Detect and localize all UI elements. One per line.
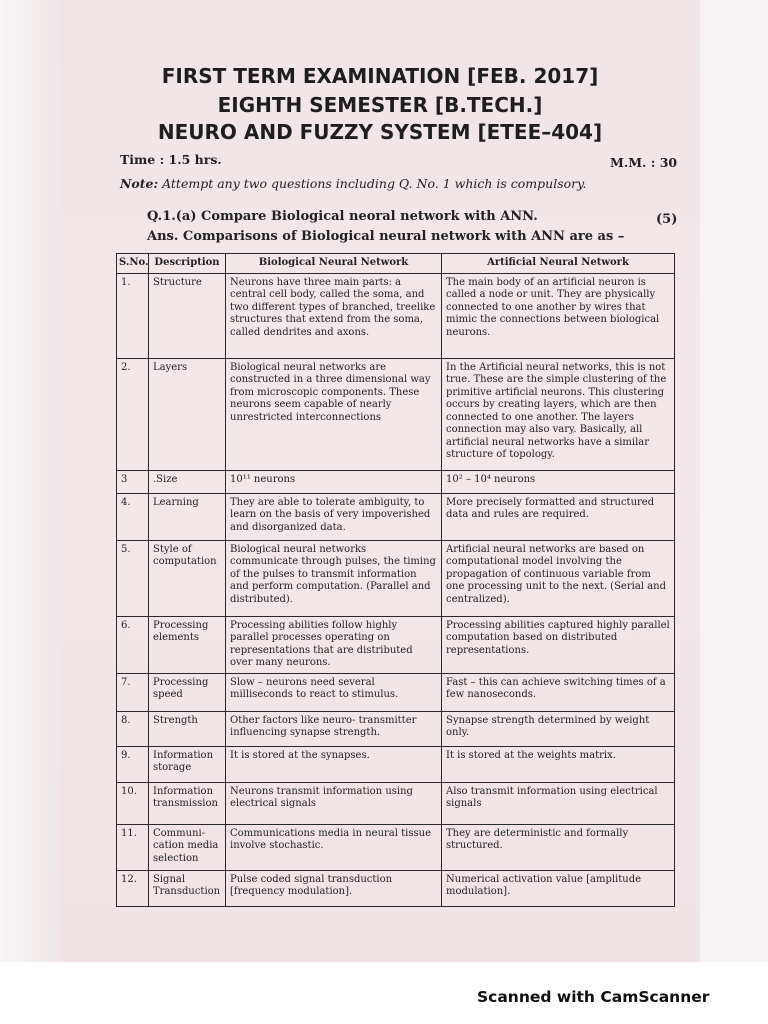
question-text: Q.1.(a) Compare Biological neoral network with ANN.	[147, 209, 538, 224]
exam-title: FIRST TERM EXAMINATION [FEB. 2017]	[161, 64, 599, 88]
cell-biological: They are able to tolerate ambiguity, to learn on the basis of very impoverished and disorganized data.	[226, 493, 442, 540]
exam-time: Time : 1.5 hrs.	[120, 152, 222, 167]
header-description: Description	[149, 254, 226, 274]
cell-description: Processing speed	[149, 673, 226, 711]
cell-description: Style of computation	[149, 540, 226, 616]
cell-description: Learning	[149, 493, 226, 540]
cell-sno: 9.	[117, 746, 149, 782]
table-row	[117, 746, 675, 782]
cell-biological: Other factors like neuro- transmitter influencing synapse strength.	[226, 711, 442, 746]
comparison-table	[116, 253, 675, 907]
cell-sno: 1.	[117, 273, 149, 358]
header-artificial: Artificial Neural Network	[442, 254, 675, 274]
cell-biological: 10¹¹ neurons	[226, 470, 442, 493]
cell-sno: 7.	[117, 673, 149, 711]
cell-description: Strength	[149, 711, 226, 746]
cell-description: Communi-cation media selection	[149, 824, 226, 870]
cell-description: Processing elements	[149, 616, 226, 673]
cell-sno: 2.	[117, 358, 149, 470]
cell-biological: Neurons transmit information using electrical signals	[226, 782, 442, 824]
answer-intro: Ans. Comparisons of Biological neural network with ANN are as –	[147, 229, 625, 244]
cell-artificial: Processing abilities captured highly parallel computation based on distributed representations.	[442, 616, 675, 673]
cell-sno: 8.	[117, 711, 149, 746]
table-row	[117, 616, 675, 673]
cell-sno: 10.	[117, 782, 149, 824]
cell-biological: Communications media in neural tissue involve stochastic.	[226, 824, 442, 870]
table-header-row	[117, 254, 675, 274]
cell-artificial: They are deterministic and formally structured.	[442, 824, 675, 870]
cell-description: Layers	[149, 358, 226, 470]
cell-biological: It is stored at the synapses.	[226, 746, 442, 782]
table-row	[117, 870, 675, 906]
cell-artificial: Synapse strength determined by weight only.	[442, 711, 675, 746]
cell-sno: 12.	[117, 870, 149, 906]
table-row	[117, 824, 675, 870]
subject-title: NEURO AND FUZZY SYSTEM [ETEE–404]	[157, 120, 603, 144]
cell-artificial: More precisely formatted and structured data and rules are required.	[442, 493, 675, 540]
cell-artificial: Fast – this can achieve switching times of a few nanoseconds.	[442, 673, 675, 711]
cell-sno: 5.	[117, 540, 149, 616]
cell-biological: Slow – neurons need several milliseconds to react to stimulus.	[226, 673, 442, 711]
note-text: Attempt any two questions including Q. No. 1 which is compulsory.	[162, 176, 587, 191]
cell-description: Information storage	[149, 746, 226, 782]
table-row	[117, 782, 675, 824]
cell-sno: 3	[117, 470, 149, 493]
cell-description: Signal Transduction	[149, 870, 226, 906]
cell-artificial: 10² – 10⁴ neurons	[442, 470, 675, 493]
table-row	[117, 493, 675, 540]
scan-left-margin	[0, 0, 62, 962]
semester-title: EIGHTH SEMESTER [B.TECH.]	[217, 93, 543, 117]
table-row	[117, 358, 675, 470]
cell-sno: 4.	[117, 493, 149, 540]
cell-biological: Biological neural networks communicate through pulses, the timing of the pulses to transmit information and perform computation. (Parallel and distributed).	[226, 540, 442, 616]
cell-biological: Neurons have three main parts: a central cell body, called the soma, and two different types of branched, treelike structures that extend from the soma, called dendrites and axons.	[226, 273, 442, 358]
cell-description: .Size	[149, 470, 226, 493]
table-row	[117, 470, 675, 493]
cell-biological: Biological neural networks are constructed in a three dimensional way from microscopic components. These neurons seem capable of nearly unrestricted interconnections	[226, 358, 442, 470]
cell-sno: 6.	[117, 616, 149, 673]
cell-biological: Processing abilities follow highly parallel processes operating on representations that are distributed over many neurons.	[226, 616, 442, 673]
scan-right-margin	[700, 0, 768, 962]
cell-artificial: It is stored at the weights matrix.	[442, 746, 675, 782]
table-row	[117, 711, 675, 746]
cell-artificial: Also transmit information using electrical signals	[442, 782, 675, 824]
table-row	[117, 540, 675, 616]
cell-artificial: In the Artificial neural networks, this is not true. These are the simple clustering of the primitive artificial neurons. This clustering occurs by creating layers, which are then connected to one another. The layers connection may also vary. Basically, all artificial neural networks have a similar structure of topology.	[442, 358, 675, 470]
cell-artificial: Artificial neural networks are based on computational model involving the propagation of continuous variable from one processing unit to the next. (Serial and centralized).	[442, 540, 675, 616]
header-biological: Biological Neural Network	[226, 254, 442, 274]
max-marks: M.M. : 30	[610, 155, 678, 170]
note-label: Note:	[120, 176, 159, 191]
header-sno: S.No.	[117, 254, 149, 274]
cell-artificial: Numerical activation value [amplitude modulation].	[442, 870, 675, 906]
table-row	[117, 673, 675, 711]
camscanner-watermark: Scanned with CamScanner	[477, 988, 710, 1006]
cell-sno: 11.	[117, 824, 149, 870]
question-marks: (5)	[656, 212, 678, 227]
cell-artificial: The main body of an artificial neuron is called a node or unit. They are physically connected to one another by wires that mimic the connections between biological neurons.	[442, 273, 675, 358]
cell-description: Structure	[149, 273, 226, 358]
note	[120, 176, 587, 191]
cell-description: Information transmission	[149, 782, 226, 824]
cell-biological: Pulse coded signal transduction [frequency modulation].	[226, 870, 442, 906]
table-row	[117, 273, 675, 358]
